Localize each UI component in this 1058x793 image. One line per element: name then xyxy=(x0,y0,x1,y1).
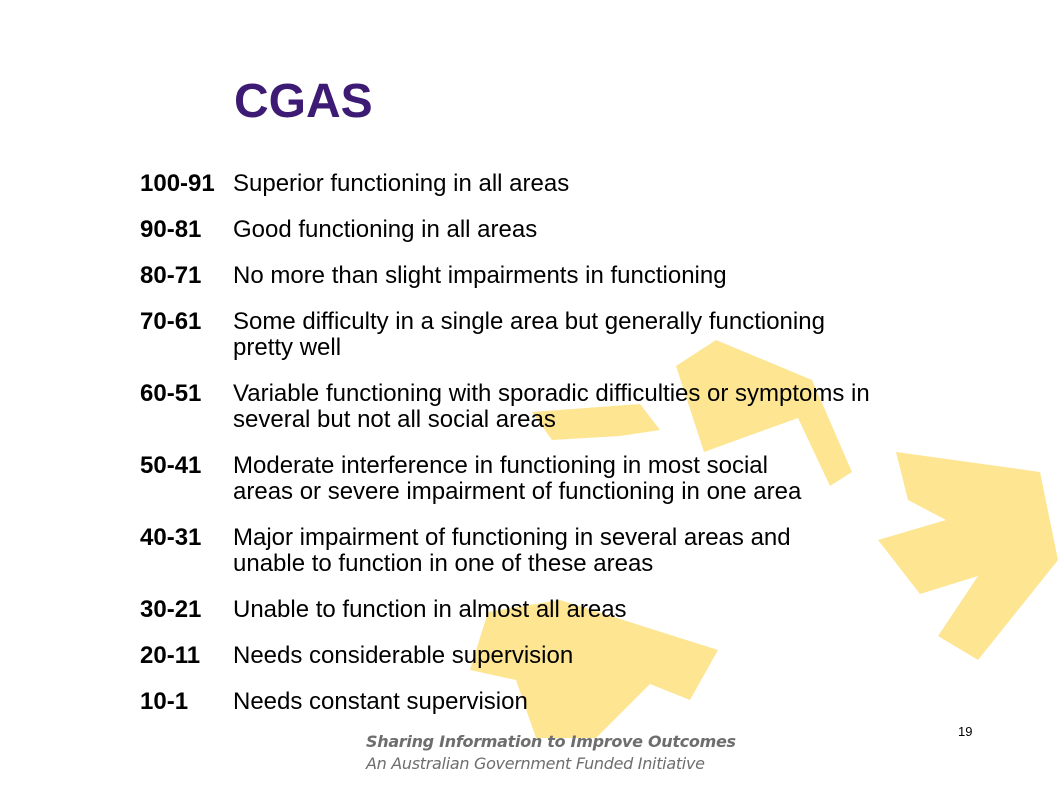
list-item xyxy=(140,309,970,361)
score-range: 70-61 xyxy=(140,308,202,335)
score-description-line: several but not all social areas xyxy=(233,406,556,433)
footer-tagline: Sharing Information to Improve Outcomes xyxy=(366,732,736,751)
score-range: 80-71 xyxy=(140,262,202,289)
score-range: 100-91 xyxy=(140,170,215,197)
score-description-line: areas or severe impairment of functioning in one area xyxy=(233,478,802,505)
score-description-line: Moderate interference in functioning in most social xyxy=(233,452,768,479)
score-description: No more than slight impairments in functioning xyxy=(233,262,727,289)
list-item xyxy=(140,453,970,505)
score-description xyxy=(233,381,970,433)
score-description: Unable to function in almost all areas xyxy=(233,596,627,623)
score-description: Superior functioning in all areas xyxy=(233,170,570,197)
score-description-line: Variable functioning with sporadic difficulties or symptoms in xyxy=(233,380,870,407)
score-description: Good functioning in all areas xyxy=(233,216,538,243)
list-item xyxy=(140,597,970,623)
score-range: 60-51 xyxy=(140,380,202,407)
score-range: 30-21 xyxy=(140,596,202,623)
footer-subtitle: An Australian Government Funded Initiative xyxy=(366,754,705,773)
score-range: 40-31 xyxy=(140,524,202,551)
list-item xyxy=(140,643,970,669)
score-description xyxy=(233,309,970,361)
score-description-line: Some difficulty in a single area but generally functioning xyxy=(233,308,825,335)
list-item xyxy=(140,171,970,197)
score-description: Needs considerable supervision xyxy=(233,642,574,669)
footer-logo xyxy=(366,731,736,775)
score-description xyxy=(233,453,970,505)
score-description-line: pretty well xyxy=(233,334,342,361)
score-description xyxy=(233,525,970,577)
score-range: 50-41 xyxy=(140,452,202,479)
page-number: 19 xyxy=(958,724,973,739)
page-title: CGAS xyxy=(234,75,373,128)
score-range: 20-11 xyxy=(140,642,201,669)
cgas-scale-list xyxy=(140,171,970,735)
list-item xyxy=(140,381,970,433)
list-item xyxy=(140,689,970,715)
list-item xyxy=(140,525,970,577)
score-description-line: Major impairment of functioning in several areas and xyxy=(233,524,791,551)
score-description-line: unable to function in one of these areas xyxy=(233,550,654,577)
score-description: Needs constant supervision xyxy=(233,688,528,715)
list-item xyxy=(140,263,970,289)
score-range: 90-81 xyxy=(140,216,202,243)
list-item xyxy=(140,217,970,243)
score-range: 10-1 xyxy=(140,688,189,715)
